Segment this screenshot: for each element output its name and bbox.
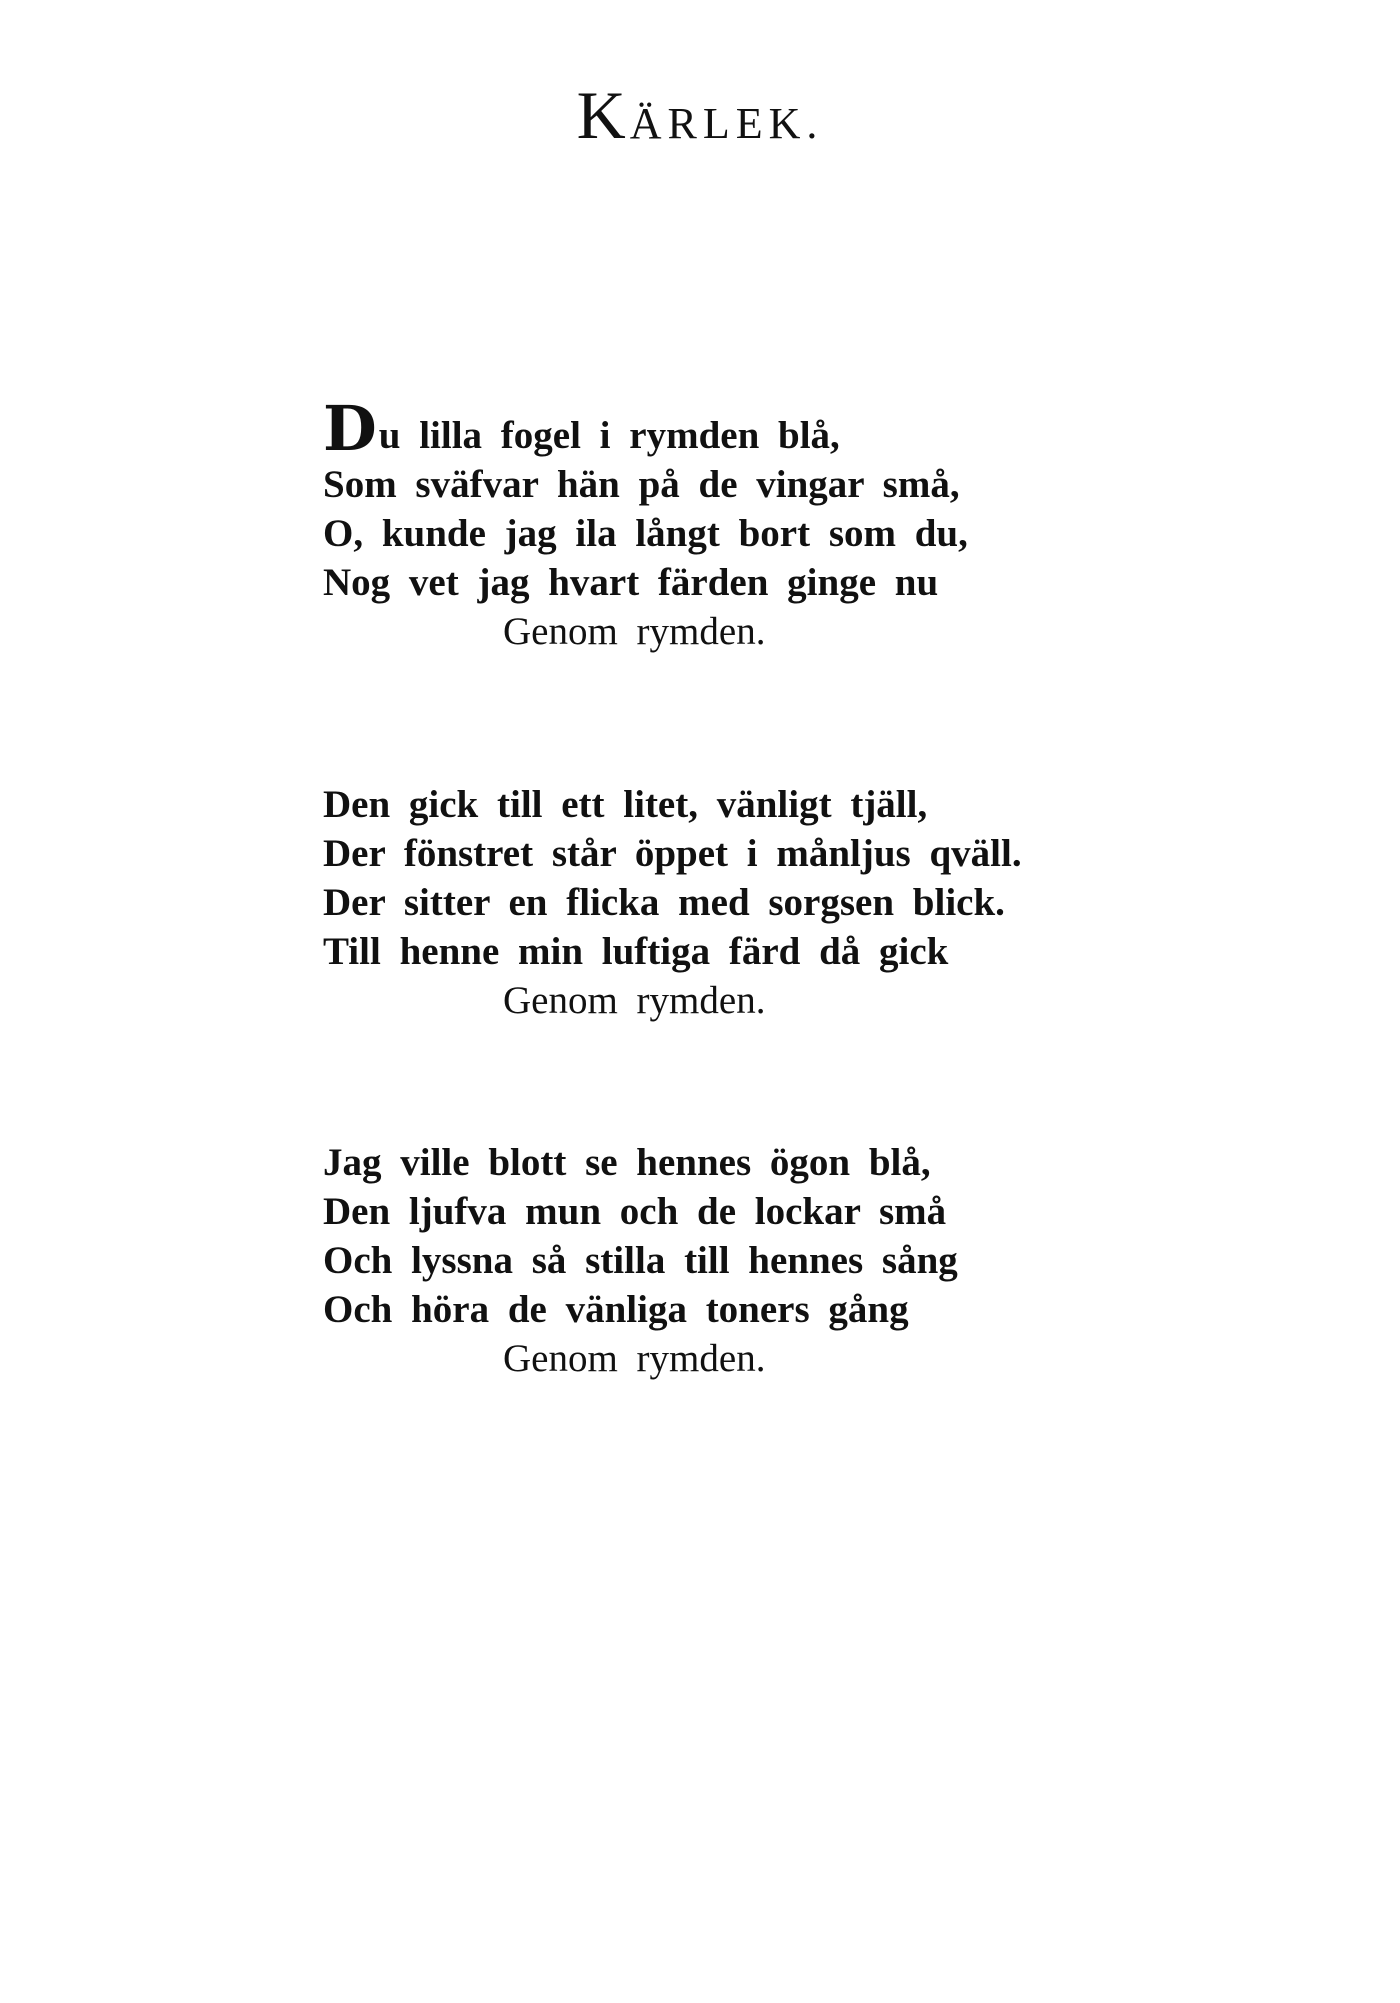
stanza-2 — [323, 780, 1223, 1025]
stanza-refrain: Genom rymden. — [503, 979, 766, 1022]
stanza-line — [323, 392, 1223, 465]
stanza-line: Till henne min luftiga färd då gick — [323, 930, 949, 973]
stanza-line: Der sitter en flicka med sorgsen blick. — [323, 881, 1005, 924]
title-rest: ÄRLEK. — [629, 99, 824, 149]
title-initial: K — [576, 77, 626, 154]
stanza-line: Jag ville blott se hennes ögon blå, — [323, 1141, 931, 1184]
drop-cap: D — [323, 392, 377, 465]
poem-title — [0, 77, 1400, 154]
stanza-line: Den gick till ett litet, vänligt tjäll, — [323, 783, 928, 826]
stanza-line: Nog vet jag hvart färden ginge nu — [323, 561, 939, 604]
stanza-line: Den ljufva mun och de lockar små — [323, 1190, 947, 1233]
stanza-line: Der fönstret står öppet i månljus qväll. — [323, 832, 1022, 875]
stanza-line: Och höra de vänliga toners gång — [323, 1288, 909, 1331]
stanza-line: O, kunde jag ila långt bort som du, — [323, 512, 968, 555]
stanza-line: Och lyssna så stilla till hennes sång — [323, 1239, 958, 1282]
stanza-refrain: Genom rymden. — [503, 1337, 766, 1380]
stanza-refrain: Genom rymden. — [503, 610, 766, 653]
stanza-3 — [323, 1138, 1223, 1383]
stanza-line: Som sväfvar hän på de vingar små, — [323, 463, 960, 506]
stanza-1 — [323, 392, 1223, 656]
first-line-text: u lilla fogel i rymden blå, — [378, 414, 840, 457]
